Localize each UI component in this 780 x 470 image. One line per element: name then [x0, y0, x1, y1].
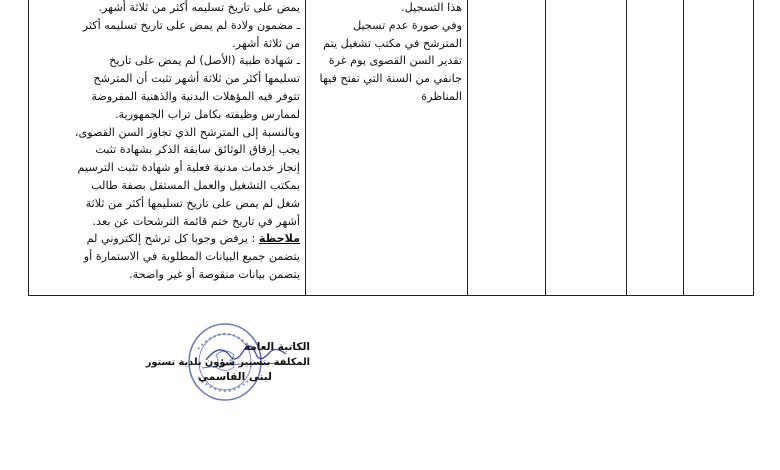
doc-line: أشهر في تاريخ ختم قائمة الترشحات عن بعد. [92, 214, 300, 228]
signatory-role: المكلفة بتسيير شؤون بلدية تستور [145, 357, 310, 368]
doc-line: يجب إرفاق الوثائق سابقة الذكر بشهادة تثبت [95, 143, 300, 157]
doc-line: وبالنسبة إلى المترشح الذي تجاوز السن القصوى، [74, 125, 300, 139]
note-text: : يرفض وجوبا كل ترشح إلكتروني لم [86, 232, 259, 246]
doc-line: لممارس وظيفته بكامل تراب الجمهورية. [114, 107, 300, 121]
signatory-title: الكاتبة العامة [243, 341, 310, 353]
side-line: هذا التسجيل. [401, 1, 462, 14]
column-divider [467, 0, 468, 296]
doc-line: من ثلاثة أشهر. [232, 36, 300, 50]
signatory-name: لبنى القاسمي [198, 371, 272, 383]
column-divider [545, 0, 546, 296]
side-line: تقدير السن القصوى يوم غرة [328, 54, 462, 68]
doc-line: ـ مضمون ولادة لم يمض على تاريخ تسليمه أكثر [82, 18, 300, 32]
note-line [30, 230, 300, 248]
signature-block [145, 340, 310, 385]
note-label: ملاحظة [258, 232, 300, 246]
doc-line: ـ شهادة طبية (الأصل) لم يمض على تاريخ [109, 54, 300, 68]
side-line: جانفي من السنة التي تفتح فيها [319, 72, 462, 86]
table-border-right [753, 0, 754, 296]
doc-line: إنجاز خدمات مدنية فعلية أو شهادة تثبت الترسيم [77, 161, 300, 175]
column-divider [683, 0, 684, 296]
table-border-left [28, 0, 29, 296]
note-line: يتضمن جميع البيانات المطلوبة في الاستمارة أو [83, 250, 300, 264]
side-line: وفي صورة عدم تسجيل [353, 18, 462, 32]
column-divider [626, 0, 627, 296]
doc-line: شغل لم يمض على تاريخ تسليمها أكثر من ثلاثة [85, 196, 300, 210]
doc-line: بمكتب التشغيل والعمل المستقل بصفة طالب [91, 178, 300, 192]
doc-line: تتوفر فيه المؤهلات البدنية والذهنية المفروضة [91, 89, 300, 103]
table-bottom-border [28, 295, 754, 296]
side-conditions-cell [292, 0, 462, 106]
side-line: المترشح في مكتب تشغيل يتم [323, 36, 462, 50]
doc-line: تسليمها أكثر من ثلاثة أشهر تثبت أن المترشح [93, 72, 300, 86]
doc-line: يمض على تاريخ تسليمه أكثر من ثلاثة أشهر. [98, 1, 300, 14]
side-line: المناظرة [421, 89, 462, 103]
documents-cell [30, 0, 300, 284]
note-line: يتضمن بيانات منقوصة أو غير واضحة. [129, 267, 300, 281]
